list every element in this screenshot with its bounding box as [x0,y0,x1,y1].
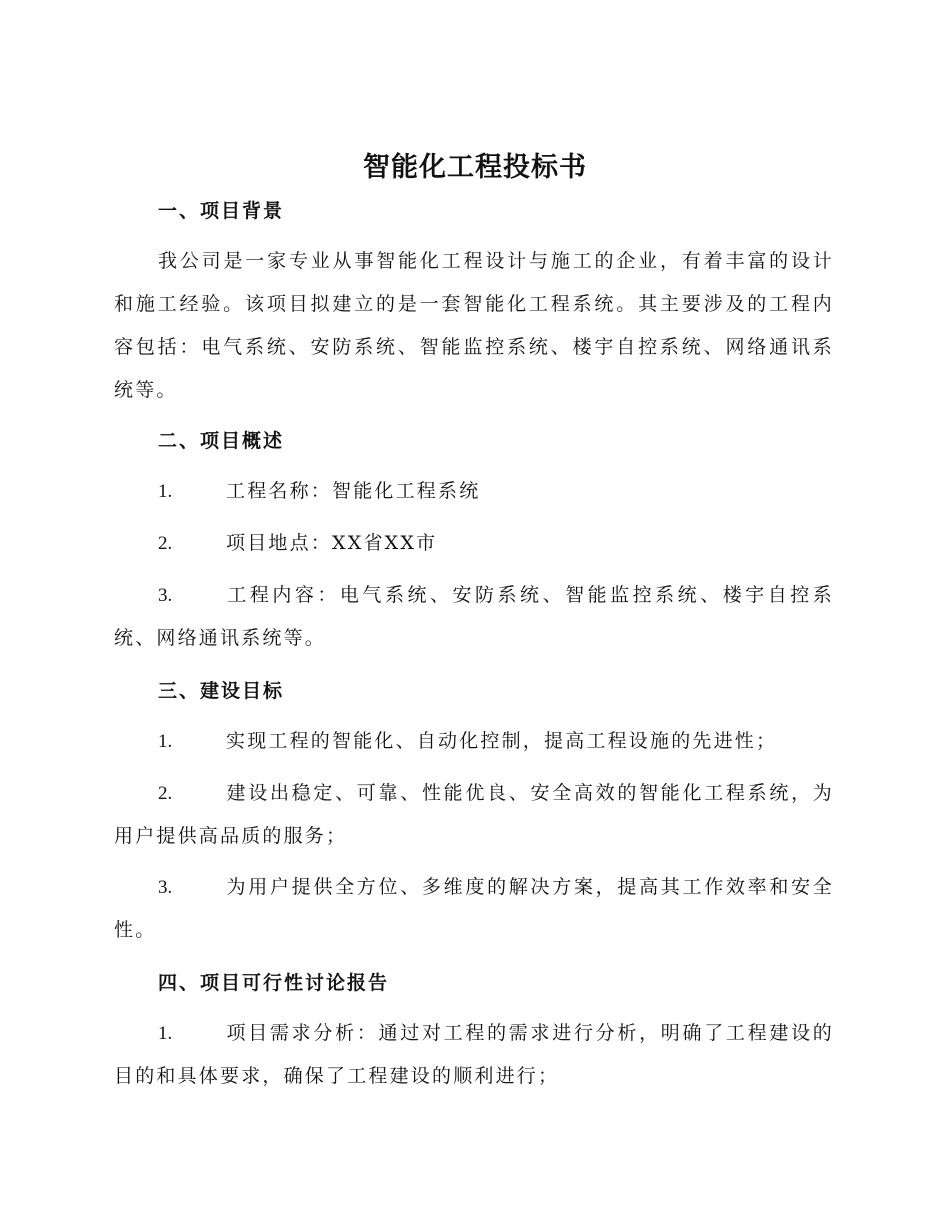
list-item [114,574,834,660]
list-item-text: 工程内容：电气系统、安防系统、智能监控系统、楼宇自控系统、网络通讯系统等。 [114,584,834,649]
section-heading-goals: 三、建设目标 [158,680,285,702]
section-heading-overview: 二、项目概述 [158,430,285,452]
list-item [114,772,834,858]
list-item-text: 实现工程的智能化、自动化控制，提高工程设施的先进性； [226,730,778,752]
section-paragraph-background: 我公司是一家专业从事智能化工程设计与施工的企业，有着丰富的设计和施工经验。该项目拟建立的是一套智能化工程系统。其主要涉及的工程内容包括：电气系统、安防系统、智能监控系统、楼宇自控系统、网络通讯系统等。 [114,250,834,401]
list-item [114,866,834,952]
list-item-number: 1. [158,1023,173,1044]
list-item-number: 2. [158,783,173,804]
list-item [114,720,834,763]
list-item-number: 3. [158,585,173,606]
list-item [114,522,834,565]
list-item-text: 为用户提供全方位、多维度的解决方案，提高其工作效率和安全性。 [114,876,834,941]
section-heading-background: 一、项目背景 [158,200,285,222]
list-item-text: 项目地点：XX省XX市 [226,532,438,554]
list-item-number: 3. [158,877,173,898]
list-item-number: 1. [158,731,173,752]
list-item [114,470,834,513]
list-item-text: 项目需求分析：通过对工程的需求进行分析，明确了工程建设的目的和具体要求，确保了工程建设的顺利进行； [114,1022,834,1087]
list-item [114,1012,834,1098]
list-item-number: 2. [158,533,173,554]
document-title: 智能化工程投标书 [363,152,587,183]
list-item-number: 1. [158,481,173,502]
list-item-text: 建设出稳定、可靠、性能优良、安全高效的智能化工程系统，为用户提供高品质的服务； [114,782,834,847]
list-item-text: 工程名称：智能化工程系统 [226,480,481,502]
section-heading-feasibility: 四、项目可行性讨论报告 [158,972,390,994]
